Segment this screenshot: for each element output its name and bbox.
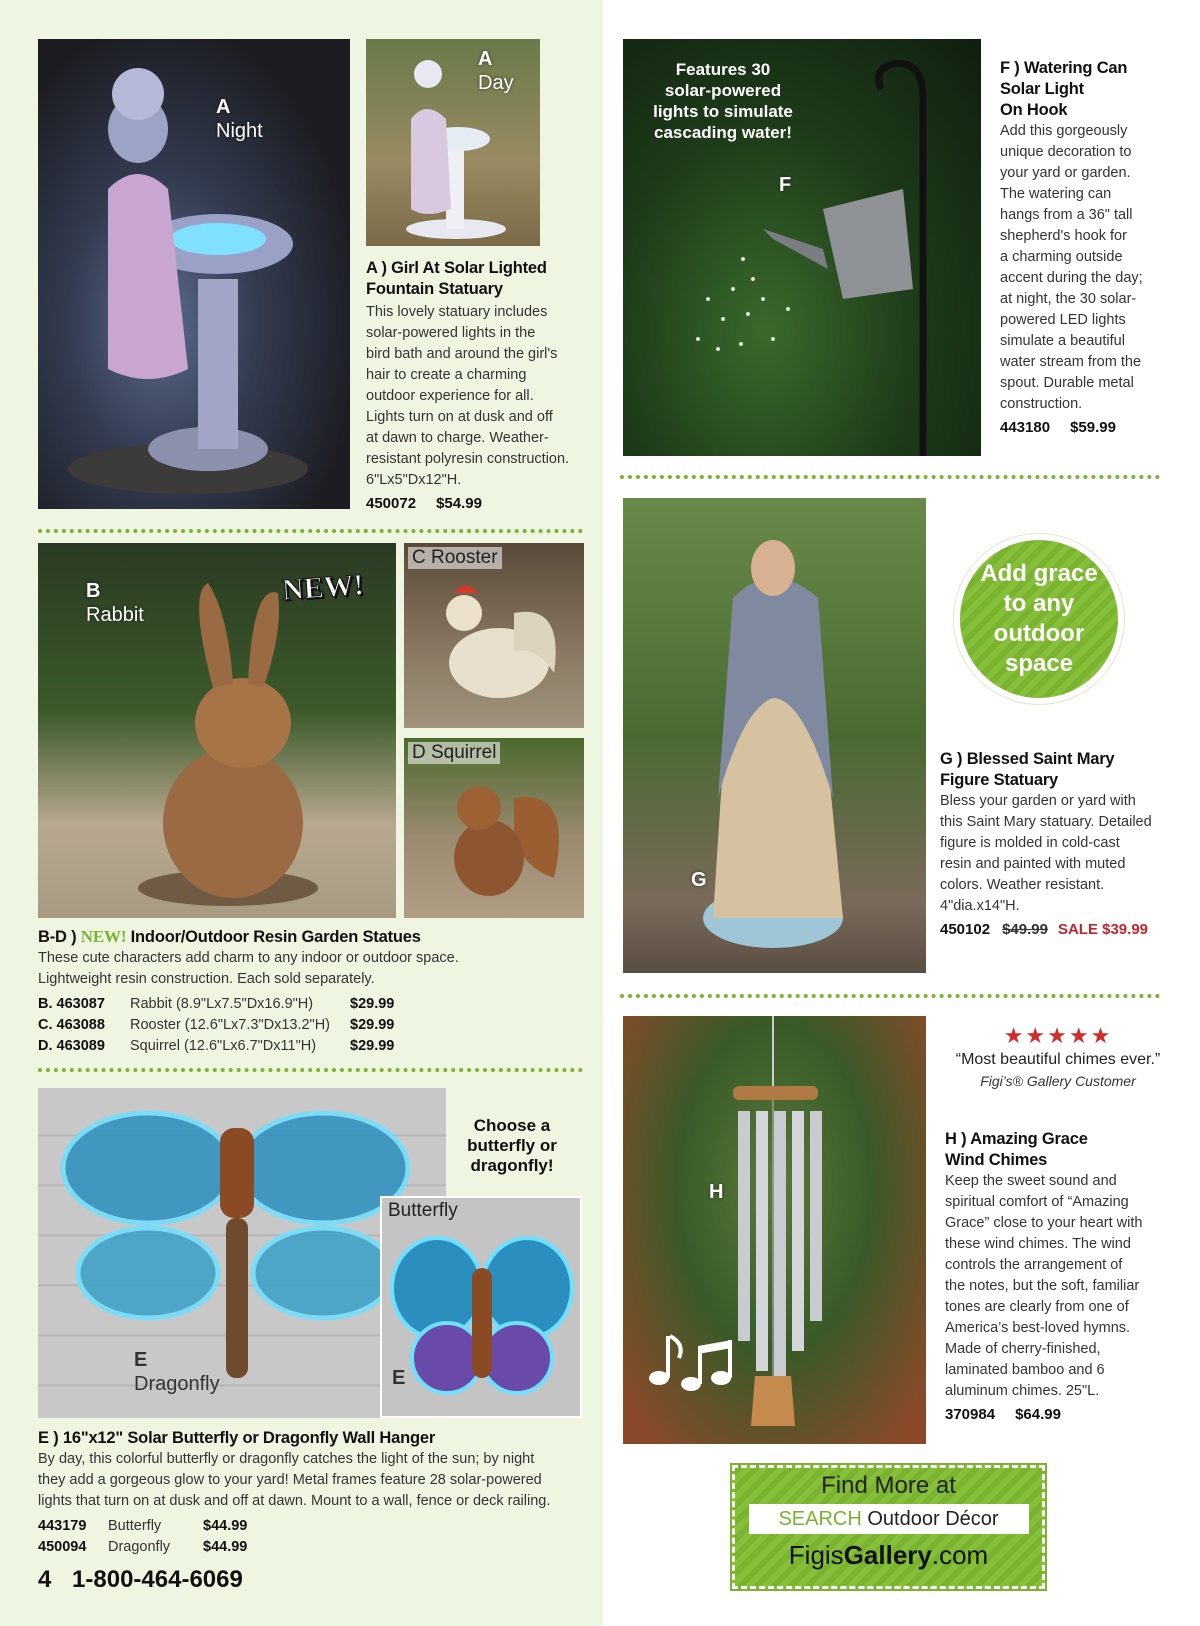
butterfly-graphic [382, 1198, 580, 1416]
photo-letter: A [478, 48, 493, 70]
photo-label: D Squirrel [408, 742, 500, 764]
sku: 443180 [1000, 419, 1051, 436]
photo-rooster [404, 543, 584, 728]
photo-letter: G [691, 869, 707, 891]
price-row [940, 921, 1180, 938]
table-row: D. 463089 Squirrel (12.6"Lx6.7"Dx11"H) $29.99 [38, 1038, 395, 1054]
product-description: Keep the sweet sound and spiritual comfort of “Amazing Grace” close to your heart with these wind chimes. The wind controls the arrangement of the notes, but the soft, familiar tones are clearly from one of America’s best-loved hymns. Made of cherry-finished, laminated bamboo and 6 aluminum chimes. 25"L. [945, 1173, 1143, 1399]
product-title-line2: Figure Statuary [940, 771, 1059, 789]
sku: 450072 [366, 495, 417, 512]
e-sku-table [38, 1516, 247, 1558]
review-block [940, 1024, 1176, 1089]
page-footer [38, 1566, 243, 1594]
product-f-info [1000, 58, 1180, 436]
photo-girl-fountain-night [38, 39, 350, 509]
product-title: F ) Watering Can [1000, 59, 1128, 77]
photo-wind-chimes [623, 1016, 926, 1444]
girl-statue-night-graphic [38, 39, 350, 509]
product-a-info [366, 258, 596, 512]
sale-price: SALE $39.99 [1057, 921, 1149, 938]
divider [38, 1068, 583, 1072]
photo-label: C Rooster [408, 547, 502, 569]
product-description: By day, this colorful butterfly or dragonfly catches the light of the sun; by night they add a gorgeous glow to your yard! Metal frames feature 28 solar-powered lights that turn on at dusk and off at dawn. Mount to a wall, fence or deck railing. [38, 1451, 551, 1509]
photo-squirrel [404, 738, 584, 918]
girl-statue-day-graphic [366, 39, 540, 246]
photo-label: Butterfly [388, 1200, 458, 1221]
product-e-info [38, 1428, 598, 1512]
photo-label: Dragonfly [134, 1373, 220, 1395]
product-title: E ) 16"x12" Solar Butterfly or Dragonfly Wall Hanger [38, 1429, 436, 1447]
price-row [366, 495, 596, 512]
new-inline-badge: NEW! [80, 927, 127, 946]
find-more-promo[interactable] [732, 1465, 1045, 1589]
sku: 370984 [945, 1406, 996, 1423]
product-title: G ) Blessed Saint Mary [940, 750, 1115, 768]
product-title-line2: Fountain Statuary [366, 280, 503, 298]
photo-letter: F [779, 174, 792, 196]
product-title: H ) Amazing Grace [945, 1130, 1088, 1148]
photo-girl-fountain-day [366, 39, 540, 246]
choose-callout: Choose a butterfly or dragonfly! [467, 1116, 557, 1175]
price: $64.99 [1015, 1406, 1061, 1423]
price-row [1000, 419, 1180, 436]
photo-label: Day [478, 72, 514, 94]
photo-label: Rabbit [86, 604, 144, 626]
phone-number: 1-800-464-6069 [72, 1566, 243, 1593]
photo-letter: E [134, 1349, 148, 1371]
page-number: 4 [38, 1566, 52, 1593]
product-description: Add this gorgeously unique decoration to your yard or garden. The watering can hangs from a 36" tall shepherd's hook for a charming outside accent during the day; at night, the 30 solar- powered LED lights simulate a beautiful water stream from the spout. Durable metal construction. [1000, 123, 1143, 412]
new-stamp: NEW! [280, 568, 365, 607]
product-g-info [940, 749, 1180, 938]
search-bar[interactable] [749, 1504, 1029, 1534]
product-description: This lovely statuary includes solar-powered lights in the bird bath and around the girl's hair to create a charming outdoor experience for all. Lights turn on at dusk and off at dawn to charge. Weather- resistant polyresin construction. 6"Lx5"Dx12"H. [366, 304, 570, 488]
review-author: Figi’s® Gallery Customer [980, 1073, 1136, 1089]
price-row [945, 1406, 1185, 1423]
photo-butterfly [380, 1196, 582, 1418]
sku: 450102 [940, 921, 991, 938]
search-term: Outdoor Décor [867, 1508, 999, 1530]
divider [38, 529, 583, 533]
product-description: Bless your garden or yard with this Saint Mary statuary. Detailed figure is molded in cold-cast resin and painted with muted colors. Weather resistant. 4"dia.x14"H. [940, 793, 1152, 914]
product-title-line2: Solar Light [1000, 80, 1084, 98]
photo-rabbit [38, 543, 396, 918]
music-notes-icon [645, 1326, 735, 1396]
website-link[interactable]: FigisGallery.com [788, 1540, 989, 1570]
product-description: These cute characters add charm to any indoor or outdoor space. Lightweight resin construction. Each sold separately. [38, 950, 459, 987]
photo-label: Night [216, 120, 263, 142]
squirrel-statue-graphic [404, 738, 584, 918]
price: $54.99 [436, 495, 482, 512]
price: $59.99 [1070, 419, 1116, 436]
table-row: C. 463088 Rooster (12.6"Lx7.3"Dx13.2"H) $29.99 [38, 1017, 395, 1033]
review-quote: “Most beautiful chimes ever.” [955, 1051, 1161, 1068]
rooster-statue-graphic [404, 543, 584, 728]
old-price: $49.99 [1002, 921, 1048, 938]
product-title-line3: On Hook [1000, 101, 1068, 119]
bd-sku-table [38, 994, 394, 1057]
photo-watering-can [623, 39, 981, 456]
photo-letter: B [86, 580, 101, 602]
table-row: B. 463087 Rabbit (8.9"Lx7.5"Dx16.9"H) $29.99 [38, 996, 395, 1012]
star-rating: ★★★★★ [1003, 1024, 1113, 1049]
product-bd-info [38, 926, 588, 990]
photo-letter: A [216, 96, 231, 118]
photo-letter: E [392, 1367, 406, 1389]
watering-can-callout: Features 30 solar-powered lights to simulate cascading water! [653, 60, 793, 142]
divider [620, 475, 1160, 479]
product-title-line2: Wind Chimes [945, 1151, 1048, 1169]
saint-mary-statue-graphic [623, 498, 926, 973]
photo-letter: H [709, 1181, 724, 1203]
divider [620, 994, 1160, 998]
search-label: SEARCH [778, 1508, 862, 1530]
product-h-info [945, 1129, 1185, 1423]
product-title: A ) Girl At Solar Lighted [366, 259, 547, 277]
grace-circle: Add grace to any outdoor space [954, 534, 1124, 704]
product-title: B-D ) NEW! Indoor/Outdoor Resin Garden Statues [38, 927, 421, 946]
promo-heading: Find More at [821, 1472, 956, 1499]
photo-saint-mary [623, 498, 926, 973]
table-row: 443179 Butterfly $44.99 [38, 1518, 248, 1534]
table-row: 450094 Dragonfly $44.99 [38, 1539, 248, 1555]
